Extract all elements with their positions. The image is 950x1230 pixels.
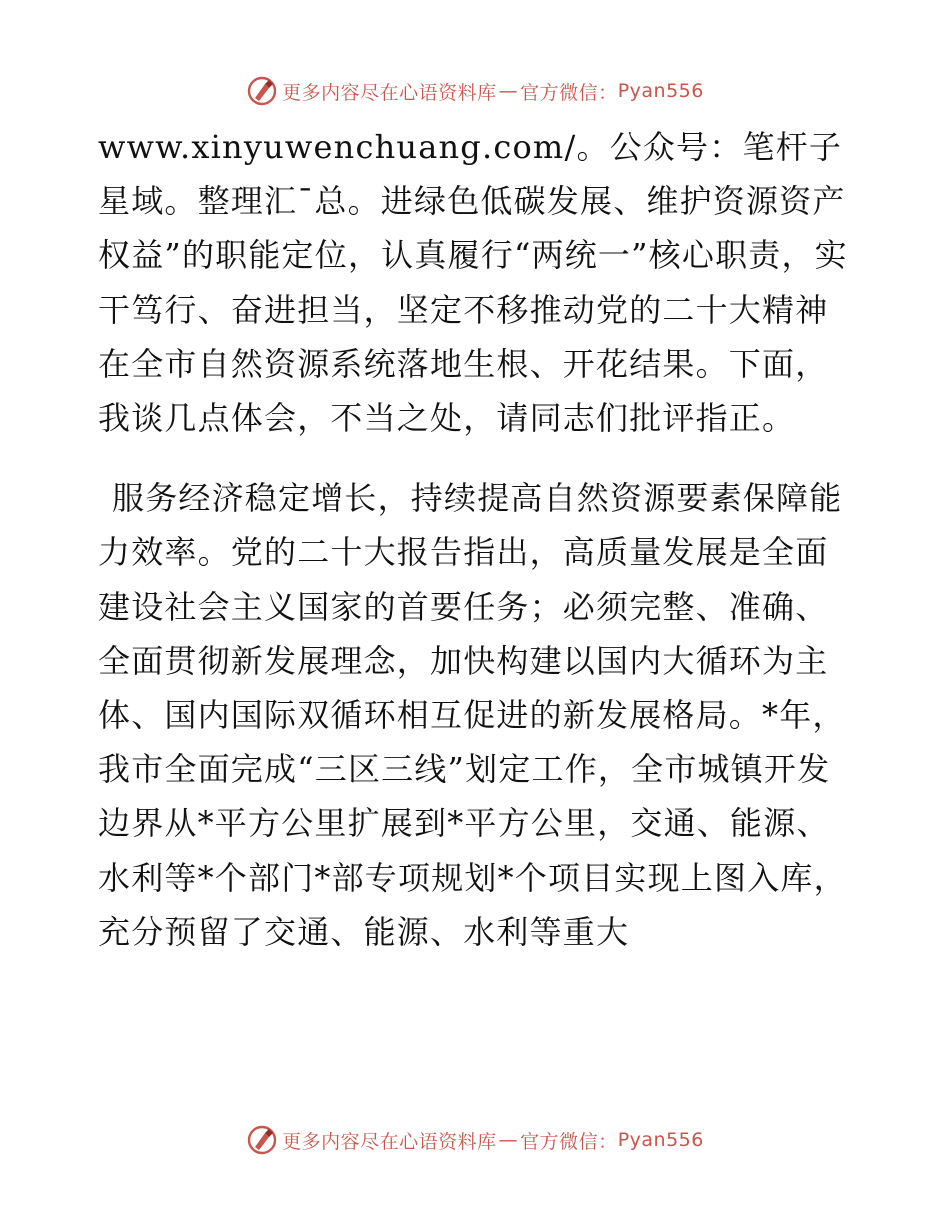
watermark-wechat-label: 官方微信： [520,81,618,104]
watermark-text: 更多内容尽在心语资料库 [282,81,497,104]
paragraph-1: www.xinyuwenchuang.com/。公众号：笔杆子星域。整理汇¯总。进绿色低碳发展、维护资源资产权益”的职能定位，认真履行“两统一”核心职责，实干笃行、奋进担当，坚定不移推动党的二十大精神在全市自然资源系统落地生根、开花结果。下面，我谈几点体会，不当之处，请同志们批评指正。 [98,128,848,438]
paragraph-2: 服务经济稳定增长，持续提高自然资源要素保障能力效率。党的二十大报告指出，高质量发展是全面建设社会主义国家的首要任务；必须完整、准确、全面贯彻新发展理念，加快构建以国内大循环为主体、国内国际双循环相互促进的新发展格局。*年，我市全面完成“三区三线”划定工作，全市城镇开发边界从*平方公里扩展到*平方公里，交通、能源、水利等*个部门*部专项规划*个项目实现上图入库，充分预留了交通、能源、水利等重大 [98,479,847,951]
watermark-wechat-id: Pyan556 [617,80,704,102]
page-footer-watermark [0,1120,950,1160]
watermark-separator: — [498,80,519,102]
document-body [98,120,858,959]
page-header-watermark [0,71,950,111]
watermark-wechat-label: 官方微信： [520,1130,618,1153]
pen-nib-logo-icon [246,75,278,107]
watermark-separator: — [498,1129,519,1151]
watermark-wechat-id: Pyan556 [617,1129,704,1151]
watermark-text: 更多内容尽在心语资料库 [282,1130,497,1153]
pen-nib-logo-icon [246,1124,278,1156]
